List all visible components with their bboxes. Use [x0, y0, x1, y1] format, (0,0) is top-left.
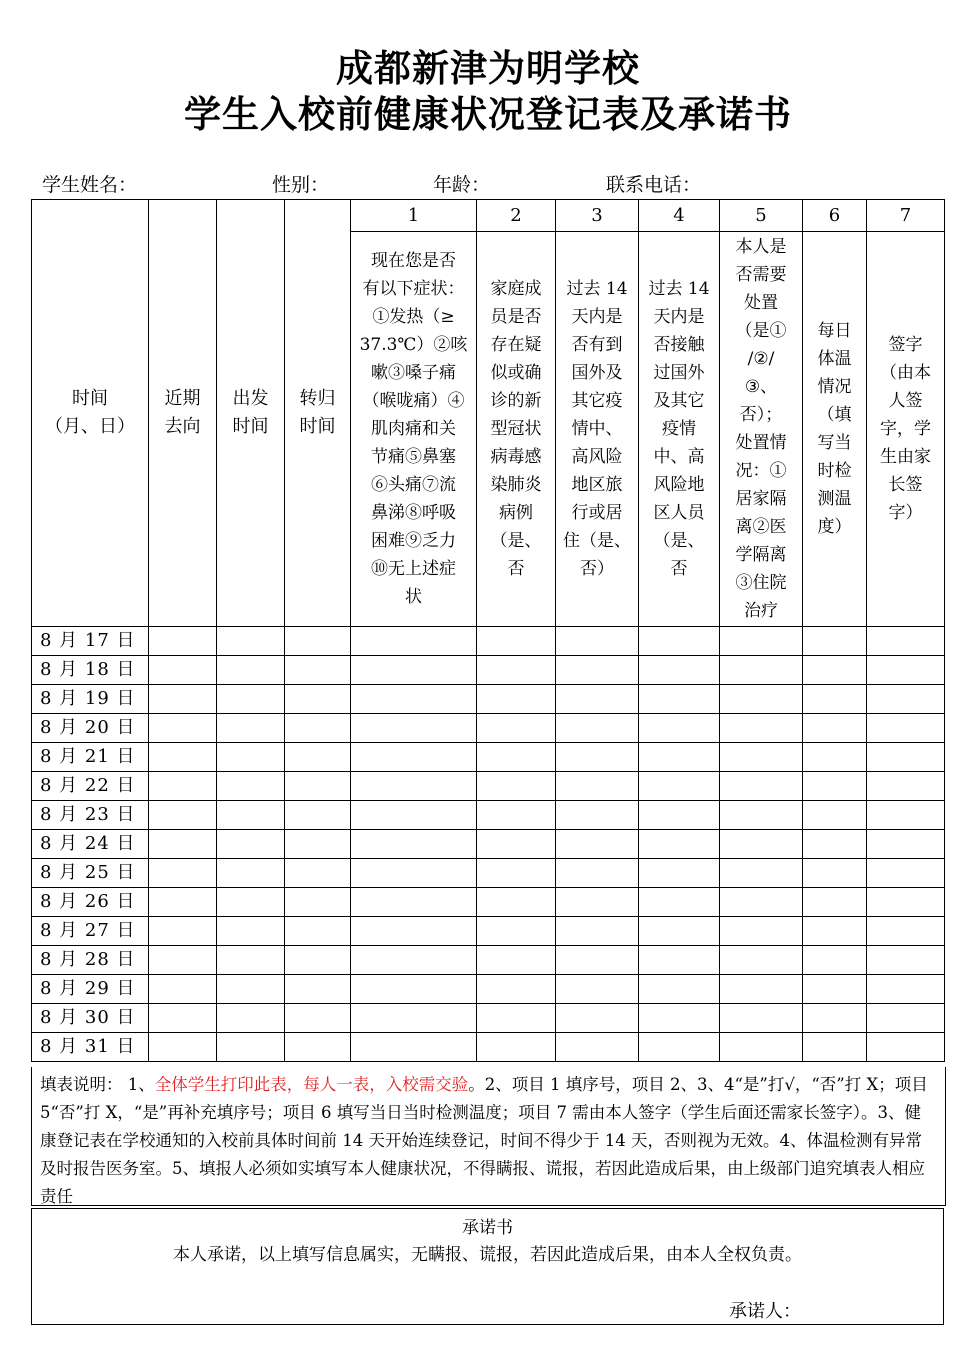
column-number-2: 2: [477, 200, 556, 232]
entry-cell[interactable]: [285, 888, 351, 917]
entry-cell[interactable]: [285, 917, 351, 946]
health-record-table: [31, 199, 945, 1062]
entry-cell[interactable]: [803, 685, 867, 714]
entry-cell[interactable]: [351, 975, 477, 1004]
pledge-signer-label: 承诺人：: [729, 1301, 801, 1322]
entry-cell[interactable]: [720, 859, 803, 888]
entry-cell[interactable]: [217, 627, 285, 656]
pledge-text: 本人承诺，以上填写信息属实，无瞒报、谎报，若因此造成后果，由本人全权负责。: [173, 1245, 802, 1265]
entry-cell[interactable]: [149, 917, 217, 946]
entry-cell[interactable]: [720, 946, 803, 975]
entry-cell[interactable]: [720, 1033, 803, 1062]
entry-cell[interactable]: [867, 656, 945, 685]
entry-cell[interactable]: [556, 743, 639, 772]
entry-cell[interactable]: [477, 627, 556, 656]
entry-cell[interactable]: [639, 859, 720, 888]
column-number-3: 3: [556, 200, 639, 232]
date-cell: 8 月 26 日: [32, 888, 149, 917]
entry-cell[interactable]: [285, 656, 351, 685]
entry-cell[interactable]: [720, 888, 803, 917]
entry-cell[interactable]: [867, 801, 945, 830]
entry-cell[interactable]: [351, 830, 477, 859]
date-row: [32, 859, 945, 888]
date-row: [32, 743, 945, 772]
header-return-time: 转归 时间: [285, 200, 351, 627]
entry-cell[interactable]: [803, 1004, 867, 1033]
entry-cell[interactable]: [149, 975, 217, 1004]
entry-cell[interactable]: [217, 946, 285, 975]
entry-cell[interactable]: [217, 1004, 285, 1033]
entry-cell[interactable]: [149, 830, 217, 859]
entry-cell[interactable]: [351, 1004, 477, 1033]
entry-cell[interactable]: [217, 685, 285, 714]
entry-cell[interactable]: [149, 627, 217, 656]
entry-cell[interactable]: [149, 801, 217, 830]
entry-cell[interactable]: [217, 801, 285, 830]
date-row: [32, 627, 945, 656]
entry-cell[interactable]: [803, 830, 867, 859]
date-row: [32, 801, 945, 830]
date-cell: 8 月 30 日: [32, 1004, 149, 1033]
entry-cell[interactable]: [639, 975, 720, 1004]
column-number-6: 6: [803, 200, 867, 232]
entry-cell[interactable]: [351, 888, 477, 917]
entry-cell[interactable]: [803, 946, 867, 975]
date-cell: 8 月 24 日: [32, 830, 149, 859]
entry-cell[interactable]: [285, 946, 351, 975]
date-cell: 8 月 27 日: [32, 917, 149, 946]
instructions-prefix: 填表说明： 1、: [40, 1075, 155, 1094]
entry-cell[interactable]: [351, 714, 477, 743]
entry-cell[interactable]: [556, 1033, 639, 1062]
entry-cell[interactable]: [477, 917, 556, 946]
date-cell: 8 月 21 日: [32, 743, 149, 772]
entry-cell[interactable]: [285, 685, 351, 714]
header-symptoms: 现在您是否 有以下症状： ①发热（≥ 37.3℃）②咳 嗽③嗓子痛 （喉咙痛）④ 肌肉痛和关 节痛⑤鼻塞 ⑥头痛⑦流 鼻涕⑧呼吸 困难⑨乏力 ⑩无上述症 状: [351, 232, 477, 627]
date-cell: 8 月 28 日: [32, 946, 149, 975]
entry-cell[interactable]: [639, 714, 720, 743]
entry-cell[interactable]: [285, 801, 351, 830]
date-cell: 8 月 29 日: [32, 975, 149, 1004]
entry-cell[interactable]: [867, 888, 945, 917]
instructions-highlight: 全体学生打印此表，每人一表，入校需交验: [154, 1075, 469, 1094]
entry-cell[interactable]: [556, 888, 639, 917]
entry-cell[interactable]: [477, 859, 556, 888]
entry-cell[interactable]: [867, 1033, 945, 1062]
column-number-7: 7: [867, 200, 945, 232]
entry-cell[interactable]: [217, 975, 285, 1004]
entry-cell[interactable]: [556, 917, 639, 946]
entry-cell[interactable]: [149, 946, 217, 975]
entry-cell[interactable]: [477, 830, 556, 859]
entry-cell[interactable]: [285, 627, 351, 656]
entry-cell[interactable]: [351, 656, 477, 685]
entry-cell[interactable]: [556, 946, 639, 975]
entry-cell[interactable]: [477, 888, 556, 917]
date-row: [32, 830, 945, 859]
entry-cell[interactable]: [867, 627, 945, 656]
entry-cell[interactable]: [720, 656, 803, 685]
entry-cell[interactable]: [720, 627, 803, 656]
entry-cell[interactable]: [285, 830, 351, 859]
entry-cell[interactable]: [639, 917, 720, 946]
entry-cell[interactable]: [351, 685, 477, 714]
header-destination: 近期 去向: [149, 200, 217, 627]
column-number-4: 4: [639, 200, 720, 232]
entry-cell[interactable]: [477, 743, 556, 772]
entry-cell[interactable]: [867, 685, 945, 714]
entry-cell[interactable]: [639, 1004, 720, 1033]
header-time: 时间 （月、日）: [32, 200, 149, 627]
school-title: 成都新津为明学校: [336, 47, 640, 90]
header-depart-time: 出发 时间: [217, 200, 285, 627]
entry-cell[interactable]: [867, 917, 945, 946]
date-row: [32, 917, 945, 946]
entry-cell[interactable]: [351, 801, 477, 830]
header-handling: 本人是 否需要 处置 （是① /②/ ③、 否）； 处置情 况：① 居家隔 离②医 学隔离 ③住院 治疗: [720, 232, 803, 627]
entry-cell[interactable]: [285, 714, 351, 743]
entry-cell[interactable]: [720, 772, 803, 801]
entry-cell[interactable]: [639, 1033, 720, 1062]
header-family-cases: 家庭成 员是否 存在疑 似或确 诊的新 型冠状 病毒感 染肺炎 病例 （是、 否: [477, 232, 556, 627]
entry-cell[interactable]: [217, 656, 285, 685]
header-travel: 过去 14 天内是 否有到 国外及 其它疫 情中、 高风险 地区旅 行或居 住（是、 否）: [556, 232, 639, 627]
entry-cell[interactable]: [639, 946, 720, 975]
entry-cell[interactable]: [720, 801, 803, 830]
entry-cell[interactable]: [217, 772, 285, 801]
entry-cell[interactable]: [803, 888, 867, 917]
date-row: [32, 656, 945, 685]
entry-cell[interactable]: [803, 1033, 867, 1062]
entry-cell[interactable]: [351, 743, 477, 772]
form-instructions: [31, 1067, 946, 1206]
date-row: [32, 946, 945, 975]
date-row: [32, 888, 945, 917]
entry-cell[interactable]: [556, 772, 639, 801]
date-row: [32, 714, 945, 743]
entry-cell[interactable]: [217, 917, 285, 946]
entry-cell[interactable]: [639, 801, 720, 830]
entry-cell[interactable]: [803, 859, 867, 888]
entry-cell[interactable]: [149, 1004, 217, 1033]
entry-cell[interactable]: [351, 946, 477, 975]
entry-cell[interactable]: [803, 917, 867, 946]
date-cell: 8 月 23 日: [32, 801, 149, 830]
date-cell: 8 月 19 日: [32, 685, 149, 714]
entry-cell[interactable]: [149, 772, 217, 801]
entry-cell[interactable]: [149, 859, 217, 888]
entry-cell[interactable]: [556, 714, 639, 743]
entry-cell[interactable]: [149, 888, 217, 917]
entry-cell[interactable]: [477, 656, 556, 685]
header-contact: 过去 14 天内是 否接触 过国外 及其它 疫情 中、高 风险地 区人员 （是、 否: [639, 232, 720, 627]
entry-cell[interactable]: [867, 714, 945, 743]
entry-cell[interactable]: [477, 1033, 556, 1062]
entry-cell[interactable]: [351, 859, 477, 888]
date-row: [32, 1033, 945, 1062]
entry-cell[interactable]: [556, 801, 639, 830]
entry-cell[interactable]: [803, 801, 867, 830]
entry-cell[interactable]: [867, 859, 945, 888]
entry-cell[interactable]: [149, 656, 217, 685]
entry-cell[interactable]: [867, 1004, 945, 1033]
entry-cell[interactable]: [556, 1004, 639, 1033]
date-cell: 8 月 31 日: [32, 1033, 149, 1062]
entry-cell[interactable]: [217, 859, 285, 888]
age-label: 年龄：: [433, 174, 491, 196]
entry-cell[interactable]: [720, 743, 803, 772]
entry-cell[interactable]: [217, 743, 285, 772]
entry-cell[interactable]: [556, 975, 639, 1004]
entry-cell[interactable]: [720, 1004, 803, 1033]
gender-label: 性别：: [272, 174, 330, 196]
entry-cell[interactable]: [639, 743, 720, 772]
entry-cell[interactable]: [477, 685, 556, 714]
entry-cell[interactable]: [285, 1033, 351, 1062]
entry-cell[interactable]: [803, 627, 867, 656]
instructions-body: 。2、项目 1 填序号，项目 2、3、4“是”打√，“否”打 X；项目 5“否”打 X，“是”再补充填序号；项目 6 填写当日当时检测温度；项目 7 需由本人签字（学生后面还需家长签字）。3、健康登记表在学校通知的入校前具体时间前 14 天开始连续登记，时间不得少于 14 天，否则视为无效。4、体温检测有异常及时报告医务室。5、填报人必须如实填写本人健康状况，不得瞒报、谎报，若因此造成后果，由上级部门追究填表人相应责任: [40, 1075, 928, 1206]
entry-cell[interactable]: [477, 975, 556, 1004]
pledge-title: 承诺书: [462, 1218, 513, 1238]
entry-cell[interactable]: [351, 627, 477, 656]
entry-cell[interactable]: [285, 743, 351, 772]
entry-cell[interactable]: [639, 888, 720, 917]
column-number-row: [32, 200, 945, 232]
entry-cell[interactable]: [803, 714, 867, 743]
entry-cell[interactable]: [351, 772, 477, 801]
entry-cell[interactable]: [556, 627, 639, 656]
entry-cell[interactable]: [639, 685, 720, 714]
entry-cell[interactable]: [149, 1033, 217, 1062]
entry-cell[interactable]: [867, 830, 945, 859]
entry-cell[interactable]: [217, 830, 285, 859]
column-number-5: 5: [720, 200, 803, 232]
entry-cell[interactable]: [867, 946, 945, 975]
entry-cell[interactable]: [720, 714, 803, 743]
date-row: [32, 772, 945, 801]
entry-cell[interactable]: [720, 830, 803, 859]
date-cell: 8 月 20 日: [32, 714, 149, 743]
entry-cell[interactable]: [803, 772, 867, 801]
entry-cell[interactable]: [556, 859, 639, 888]
header-signature: 签字 （由本 人签 字，学 生由家 长签 字）: [867, 232, 945, 627]
entry-cell[interactable]: [639, 830, 720, 859]
date-cell: 8 月 18 日: [32, 656, 149, 685]
entry-cell[interactable]: [477, 946, 556, 975]
date-cell: 8 月 25 日: [32, 859, 149, 888]
entry-cell[interactable]: [477, 714, 556, 743]
column-number-1: 1: [351, 200, 477, 232]
date-row: [32, 975, 945, 1004]
entry-cell[interactable]: [803, 656, 867, 685]
form-title: 学生入校前健康状况登记表及承诺书: [184, 93, 792, 136]
header-temperature: 每日 体温 情况 （填 写当 时检 测温 度）: [803, 232, 867, 627]
entry-cell[interactable]: [867, 743, 945, 772]
entry-cell[interactable]: [477, 772, 556, 801]
entry-cell[interactable]: [639, 627, 720, 656]
entry-cell[interactable]: [217, 1033, 285, 1062]
entry-cell[interactable]: [149, 743, 217, 772]
student-name-label: 学生姓名：: [42, 174, 138, 196]
entry-cell[interactable]: [351, 917, 477, 946]
entry-cell[interactable]: [867, 975, 945, 1004]
entry-cell[interactable]: [149, 685, 217, 714]
phone-label: 联系电话：: [606, 174, 702, 196]
entry-cell[interactable]: [867, 772, 945, 801]
entry-cell[interactable]: [477, 1004, 556, 1033]
entry-cell[interactable]: [556, 830, 639, 859]
entry-cell[interactable]: [285, 772, 351, 801]
entry-cell[interactable]: [803, 975, 867, 1004]
entry-cell[interactable]: [285, 1004, 351, 1033]
date-cell: 8 月 22 日: [32, 772, 149, 801]
entry-cell[interactable]: [477, 801, 556, 830]
entry-cell[interactable]: [556, 656, 639, 685]
entry-cell[interactable]: [639, 656, 720, 685]
entry-cell[interactable]: [720, 917, 803, 946]
entry-cell[interactable]: [556, 685, 639, 714]
entry-cell[interactable]: [720, 975, 803, 1004]
date-row: [32, 1004, 945, 1033]
entry-cell[interactable]: [803, 743, 867, 772]
date-cell: 8 月 17 日: [32, 627, 149, 656]
entry-cell[interactable]: [720, 685, 803, 714]
entry-cell[interactable]: [285, 859, 351, 888]
entry-cell[interactable]: [351, 1033, 477, 1062]
pledge-section: [31, 1208, 944, 1325]
entry-cell[interactable]: [217, 714, 285, 743]
date-row: [32, 685, 945, 714]
entry-cell[interactable]: [149, 714, 217, 743]
entry-cell[interactable]: [285, 975, 351, 1004]
entry-cell[interactable]: [217, 888, 285, 917]
entry-cell[interactable]: [639, 772, 720, 801]
